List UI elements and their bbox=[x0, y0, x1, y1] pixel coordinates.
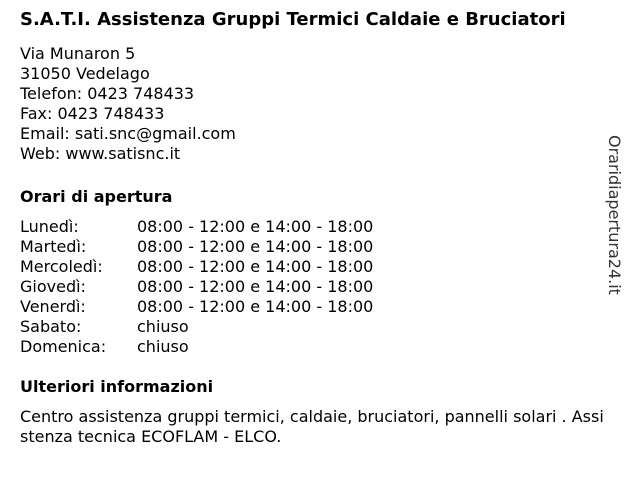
table-row bbox=[20, 217, 373, 237]
day-label: Giovedì: bbox=[20, 277, 86, 296]
table-row bbox=[20, 257, 373, 277]
table-row bbox=[20, 297, 373, 317]
email-address: Email: sati.snc@gmail.com bbox=[20, 124, 236, 143]
day-label: Mercoledì: bbox=[20, 257, 103, 276]
day-hours: 08:00 - 12:00 e 14:00 - 18:00 bbox=[137, 237, 374, 256]
website: Web: www.satisnc.it bbox=[20, 144, 181, 163]
street-address: Via Munaron 5 bbox=[20, 44, 136, 63]
contact-block bbox=[20, 44, 605, 164]
city-postal: 31050 Vedelago bbox=[20, 64, 150, 83]
site-watermark: Oraridiapertura24.it bbox=[605, 135, 624, 295]
business-name: S.A.T.I. Assistenza Gruppi Termici Caldaie e Bruciatori bbox=[20, 9, 566, 30]
info-description: Centro assistenza gruppi termici, caldaie, bruciatori, pannelli solari . Assistenza tecnica ECOFLAM - ELCO. bbox=[20, 407, 604, 446]
table-row bbox=[20, 237, 373, 257]
day-hours: chiuso bbox=[137, 317, 189, 336]
day-hours: 08:00 - 12:00 e 14:00 - 18:00 bbox=[137, 277, 374, 296]
day-label: Lunedì: bbox=[20, 217, 79, 236]
day-label: Sabato: bbox=[20, 317, 82, 336]
day-label: Venerdì: bbox=[20, 297, 86, 316]
day-label: Martedì: bbox=[20, 237, 87, 256]
fax-number: Fax: 0423 748433 bbox=[20, 104, 165, 123]
day-hours: 08:00 - 12:00 e 14:00 - 18:00 bbox=[137, 257, 374, 276]
table-row bbox=[20, 277, 373, 297]
phone-number: Telefon: 0423 748433 bbox=[20, 84, 195, 103]
table-row bbox=[20, 337, 373, 357]
table-row bbox=[20, 317, 373, 337]
day-hours: chiuso bbox=[137, 337, 189, 356]
day-label: Domenica: bbox=[20, 337, 107, 356]
day-hours: 08:00 - 12:00 e 14:00 - 18:00 bbox=[137, 297, 374, 316]
day-hours: 08:00 - 12:00 e 14:00 - 18:00 bbox=[137, 217, 374, 236]
info-heading: Ulteriori informazioni bbox=[20, 377, 214, 396]
business-card bbox=[20, 10, 605, 447]
hours-heading: Orari di apertura bbox=[20, 187, 173, 206]
opening-hours-table bbox=[20, 217, 373, 357]
